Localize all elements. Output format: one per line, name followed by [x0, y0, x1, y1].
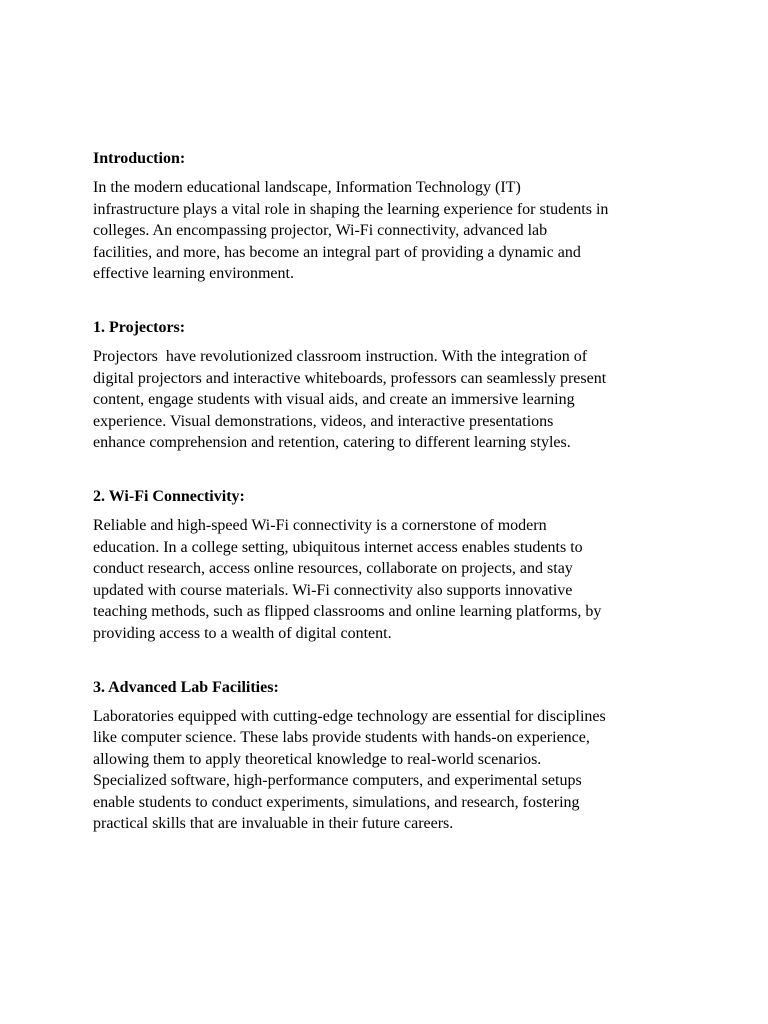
section-paragraph	[93, 346, 683, 454]
paragraph-line: digital projectors and interactive whiteboards, professors can seamlessly present	[93, 369, 607, 387]
section-paragraph	[93, 706, 683, 836]
paragraph-line: enable students to conduct experiments, simulations, and research, fostering	[93, 793, 580, 811]
section-heading: 2. Wi-Fi Connectivity:	[93, 487, 245, 505]
paragraph-line: Specialized software, high-performance computers, and experimental setups	[93, 772, 582, 790]
paragraph-line: Laboratories equipped with cutting-edge technology are essential for disciplines	[93, 707, 606, 725]
paragraph-line: providing access to a wealth of digital content.	[93, 624, 392, 642]
paragraph-line: updated with course materials. Wi-Fi connectivity also supports innovative	[93, 581, 573, 599]
paragraph-line: education. In a college setting, ubiquitous internet access enables students to	[93, 538, 583, 556]
section-advanced-lab-facilities	[93, 677, 683, 836]
paragraph-line: infrastructure plays a vital role in shaping the learning experience for students in	[93, 200, 609, 218]
paragraph-line: facilities, and more, has become an integral part of providing a dynamic and	[93, 243, 581, 261]
paragraph-line: In the modern educational landscape, Information Technology (IT)	[93, 179, 521, 196]
paragraph-line: conduct research, access online resources, collaborate on projects, and stay	[93, 560, 573, 578]
paragraph-line: practical skills that are invaluable in their future careers.	[93, 815, 454, 833]
paragraph-line: Reliable and high-speed Wi-Fi connectivity is a cornerstone of modern	[93, 516, 547, 534]
paragraph-line: enhance comprehension and retention, catering to different learning styles.	[93, 434, 571, 452]
paragraph-line: Projectors have revolutionized classroom instruction. With the integration of	[93, 347, 588, 365]
paragraph-line: effective learning environment.	[93, 265, 294, 283]
section-paragraph	[93, 515, 683, 645]
section-heading: Introduction:	[93, 150, 186, 167]
section-wifi-connectivity	[93, 486, 683, 645]
section-introduction	[93, 148, 683, 285]
paragraph-line: colleges. An encompassing projector, Wi-Fi connectivity, advanced lab	[93, 222, 548, 240]
paragraph-line: like computer science. These labs provide students with hands-on experience,	[93, 729, 590, 747]
paragraph-line: experience. Visual demonstrations, videos, and interactive presentations	[93, 412, 554, 430]
paragraph-line: content, engage students with visual aids, and create an immersive learning	[93, 391, 575, 409]
document-page	[93, 148, 683, 835]
paragraph-line: teaching methods, such as flipped classrooms and online learning platforms, by	[93, 603, 602, 621]
paragraph-line: allowing them to apply theoretical knowledge to real-world scenarios.	[93, 750, 542, 768]
section-heading: 3. Advanced Lab Facilities:	[93, 678, 279, 696]
section-paragraph	[93, 177, 683, 285]
section-projectors	[93, 317, 683, 454]
section-heading: 1. Projectors:	[93, 318, 186, 336]
